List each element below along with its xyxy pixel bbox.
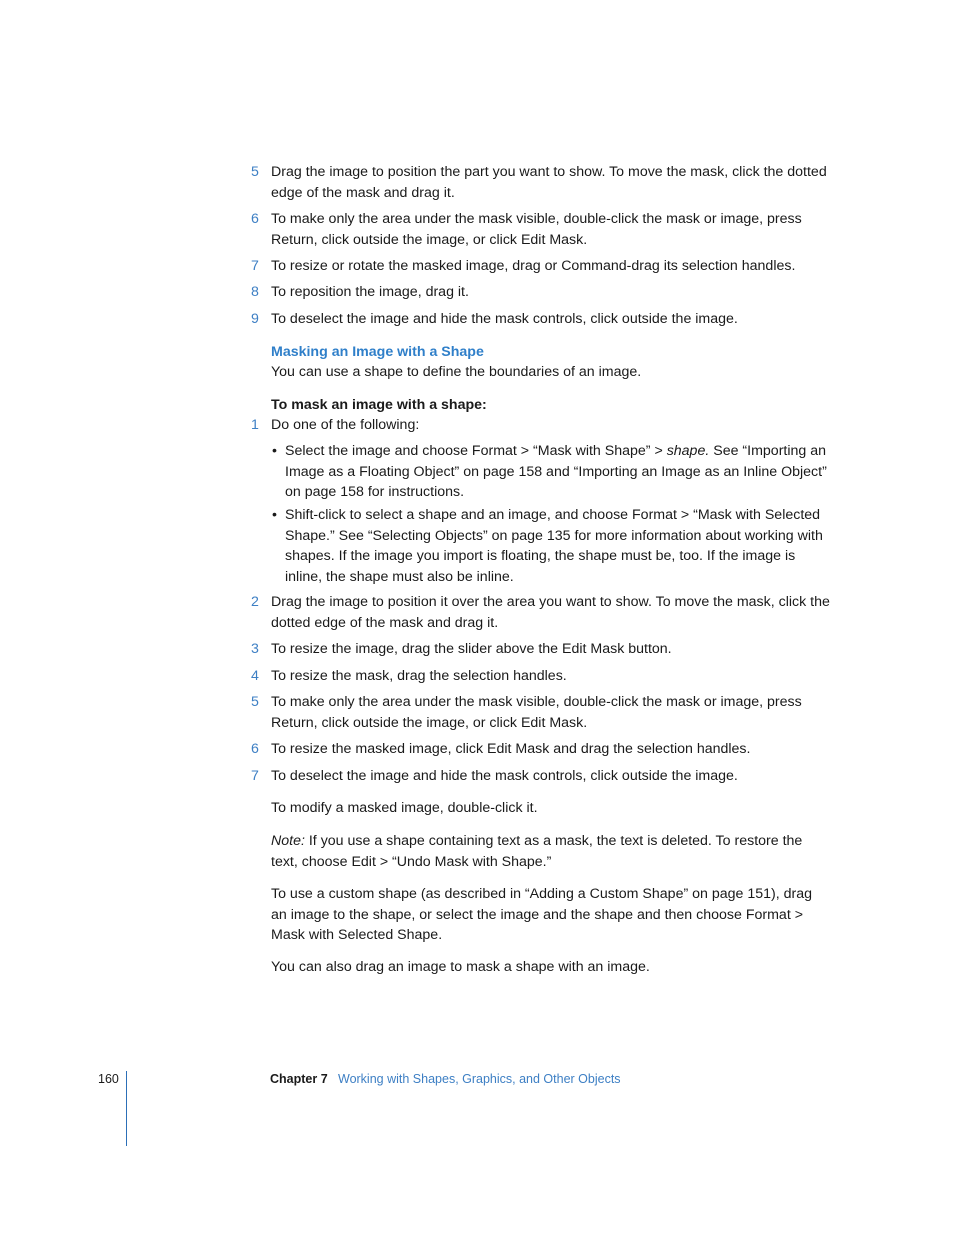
- step-text: To deselect the image and hide the mask controls, click outside the image.: [271, 768, 738, 784]
- step-item: [251, 692, 831, 733]
- note-text: If you use a shape containing text as a mask, the text is deleted. To restore the text, choose Edit > “Undo Mask with Shape.”: [271, 833, 803, 870]
- bullet-item: [272, 505, 830, 587]
- step-number: 8: [251, 284, 259, 300]
- task-title: To mask an image with a shape:: [271, 397, 487, 413]
- bullet-item: [272, 441, 830, 503]
- page-number: 160: [98, 1072, 119, 1086]
- step-item: [251, 209, 831, 250]
- step-text: To resize the image, drag the slider above the Edit Mask button.: [271, 641, 672, 657]
- step-number: 6: [251, 211, 259, 227]
- step-text: Drag the image to position it over the area you want to show. To move the mask, click the dotted edge of the mask and drag it.: [271, 594, 830, 631]
- step-item: [251, 739, 831, 760]
- step-text: To reposition the image, drag it.: [271, 284, 469, 300]
- step-text: To make only the area under the mask visible, double-click the mask or image, press Return, click outside the image, or click Edit Mask.: [271, 694, 802, 731]
- step-text: To deselect the image and hide the mask controls, click outside the image.: [271, 311, 738, 327]
- step-item: [251, 309, 831, 330]
- drag-paragraph: You can also drag an image to mask a shape with an image.: [271, 959, 650, 975]
- step-number: 5: [251, 694, 259, 710]
- footer-chapter-title: Working with Shapes, Graphics, and Other Objects: [338, 1072, 621, 1086]
- step-number: 1: [251, 417, 259, 433]
- footer-divider: [126, 1071, 127, 1146]
- step-text: To resize the masked image, click Edit Mask and drag the selection handles.: [271, 741, 751, 757]
- step-item: [251, 162, 831, 203]
- note-label: Note:: [271, 833, 305, 849]
- step-text: To resize or rotate the masked image, drag or Command-drag its selection handles.: [271, 258, 796, 274]
- step-item: [251, 666, 831, 687]
- step-number: 4: [251, 668, 259, 684]
- step-item: [251, 592, 831, 633]
- bullet-text-post: See “Importing an Image as a Floating Object” on page 158 and “Importing an Image as an Inline Object” on page 158 for instructions.: [285, 443, 827, 500]
- step-item: [251, 256, 831, 277]
- step-number: 5: [251, 164, 259, 180]
- step-number: 6: [251, 741, 259, 757]
- step-text: Do one of the following:: [271, 417, 420, 433]
- step-item: [251, 282, 831, 303]
- step-text: Drag the image to position the part you want to show. To move the mask, click the dotted edge of the mask and drag it.: [271, 164, 827, 201]
- step-text: To resize the mask, drag the selection handles.: [271, 668, 567, 684]
- step-item: [251, 639, 831, 660]
- step-text: To make only the area under the mask visible, double-click the mask or image, press Return, click outside the image, or click Edit Mask.: [271, 211, 802, 248]
- step-number: 7: [251, 258, 259, 274]
- custom-shape-paragraph: To use a custom shape (as described in “Adding a Custom Shape” on page 151), drag an image to the shape, or select the image and the shape and then choose Format > Mask with Selected Shape.: [271, 886, 813, 943]
- step-item: [251, 766, 831, 787]
- bullet-text-italic: shape.: [666, 443, 710, 459]
- section-heading: Masking an Image with a Shape: [271, 344, 484, 360]
- bullet-mark: •: [272, 443, 277, 459]
- bullet-mark: •: [272, 507, 277, 523]
- step-number: 2: [251, 594, 259, 610]
- note-paragraph: [271, 831, 831, 872]
- step-number: 9: [251, 311, 259, 327]
- bullet-text-pre: Select the image and choose Format > “Mask with Shape” >: [285, 443, 667, 459]
- modify-paragraph: To modify a masked image, double-click it.: [271, 800, 538, 816]
- footer-chapter-label: Chapter 7: [270, 1072, 328, 1086]
- step-number: 7: [251, 768, 259, 784]
- step-item: [251, 415, 831, 436]
- bullet-text: Shift-click to select a shape and an image, and choose Format > “Mask with Selected Shape.” See “Selecting Objects” on page 135 for more information about working with shapes. If the image you import is floating, the shape must be, too. If the image is inline, the shape must also be inline.: [285, 507, 823, 585]
- step-number: 3: [251, 641, 259, 657]
- section-intro: You can use a shape to define the boundaries of an image.: [271, 364, 642, 380]
